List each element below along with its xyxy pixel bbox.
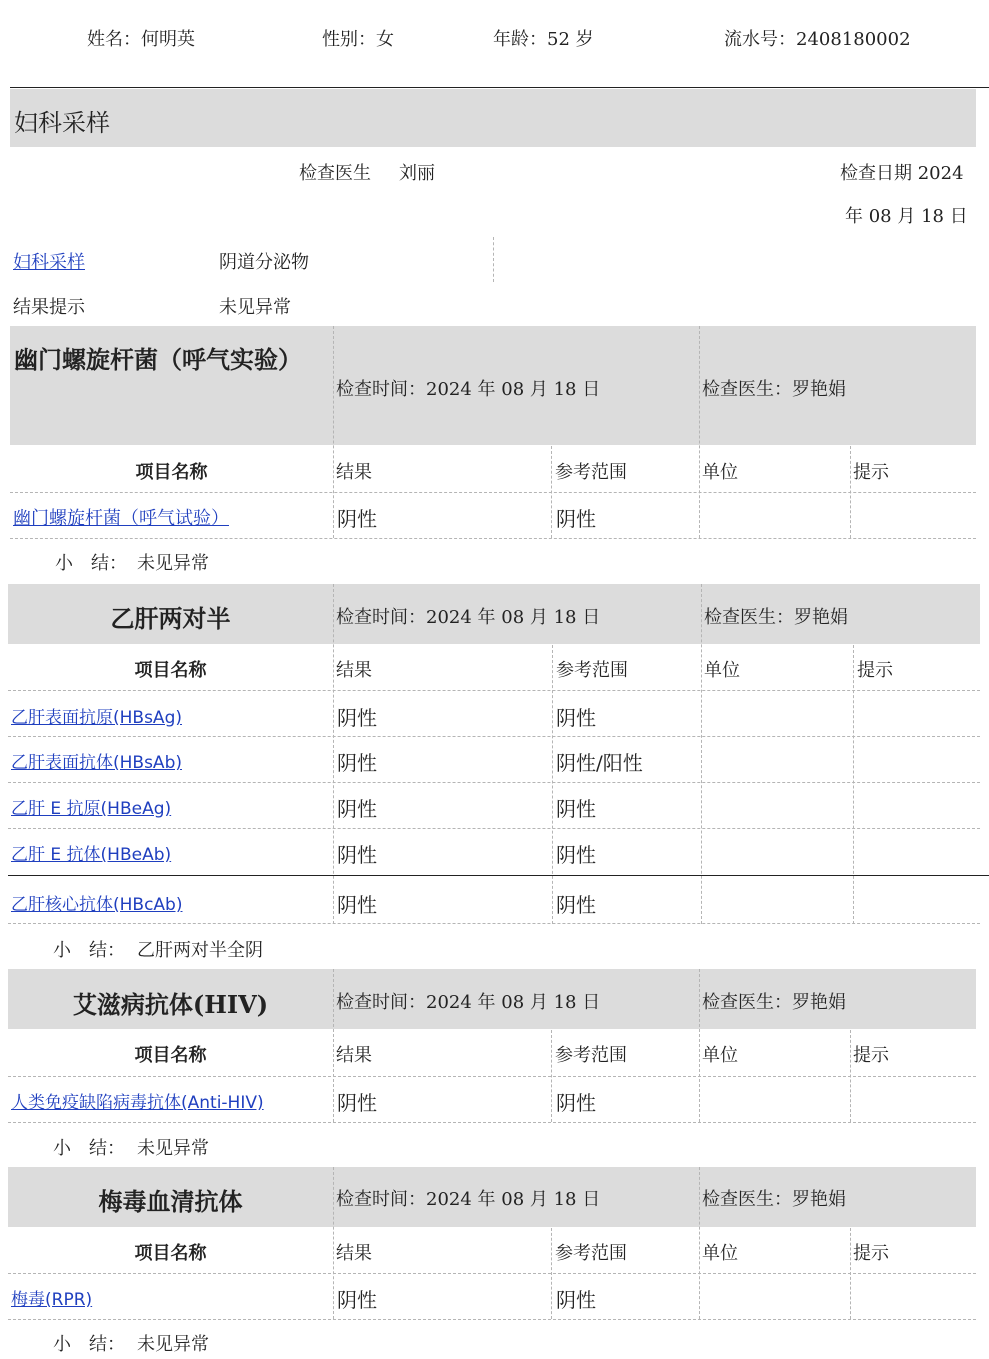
table-row-range: 阴性 — [556, 893, 596, 917]
col-header-name: 项目名称 — [134, 1243, 207, 1264]
col-header-range: 参考范围 — [555, 1045, 627, 1066]
gyn-date-value: 年 08 月 18 日 — [845, 206, 968, 227]
gyn-result-label: 结果提示 — [13, 297, 85, 318]
row-divider — [8, 923, 980, 924]
row-divider — [8, 736, 980, 737]
table-row-range: 阴性 — [556, 1091, 596, 1115]
table-row-range: 阴性 — [556, 797, 596, 821]
row-divider — [10, 492, 976, 493]
gyn-divider — [493, 237, 494, 282]
col-header-hint: 提示 — [853, 1045, 889, 1066]
table-row-result: 阴性 — [337, 797, 377, 821]
section-time: 检查时间：2024 年 08 月 18 日 — [336, 379, 601, 400]
row-divider — [8, 828, 980, 829]
section-title: 梅毒血清抗体 — [98, 1187, 243, 1216]
summary-value: 乙肝两对半全阴 — [137, 940, 263, 961]
table-row-range: 阴性 — [556, 706, 596, 730]
serial-number: 流水号：2408180002 — [724, 29, 911, 50]
table-row-name[interactable]: 乙肝 E 抗体(HBeAb) — [11, 845, 172, 865]
col-header-result: 结果 — [336, 462, 372, 483]
col-divider — [701, 584, 702, 924]
col-divider — [333, 969, 334, 1122]
col-divider — [699, 969, 700, 1122]
patient-name: 姓名：何明英 — [87, 29, 195, 50]
table-row-name[interactable]: 乙肝表面抗体(HBsAb) — [11, 753, 182, 773]
row-divider — [8, 1319, 976, 1320]
col-header-unit: 单位 — [702, 1045, 738, 1066]
row-divider — [10, 538, 976, 539]
col-divider — [333, 1167, 334, 1319]
section-doctor: 检查医生：罗艳娟 — [702, 992, 846, 1013]
header-divider — [10, 87, 989, 88]
col-header-name: 项目名称 — [135, 462, 208, 483]
col-header-hint: 提示 — [853, 1243, 889, 1264]
row-divider — [8, 1273, 976, 1274]
table-row-name[interactable]: 乙肝核心抗体(HBcAb) — [11, 895, 183, 915]
row-divider — [8, 1076, 976, 1077]
col-divider — [333, 326, 334, 538]
patient-gender: 性别：女 — [322, 29, 394, 50]
table-row-range: 阴性 — [556, 507, 596, 531]
col-header-result: 结果 — [336, 1045, 372, 1066]
section-title: 幽门螺旋杆菌（呼气实验） — [14, 345, 302, 374]
gyn-section-title: 妇科采样 — [14, 109, 110, 137]
summary-label: 小 结： — [53, 1334, 125, 1355]
section-doctor: 检查医生：罗艳娟 — [702, 379, 846, 400]
table-row-name[interactable]: 乙肝表面抗原(HBsAg) — [11, 708, 182, 728]
col-divider — [333, 584, 334, 924]
row-divider — [8, 690, 980, 691]
summary-value: 未见异常 — [137, 1138, 209, 1159]
col-header-range: 参考范围 — [556, 660, 628, 681]
patient-age: 年龄：52 岁 — [493, 29, 594, 50]
gyn-section-header — [10, 89, 976, 147]
table-row-name[interactable]: 乙肝 E 抗原(HBeAg) — [11, 799, 172, 819]
table-row-result: 阴性 — [337, 507, 377, 531]
table-row-result: 阴性 — [337, 706, 377, 730]
col-divider — [699, 1167, 700, 1319]
col-header-hint: 提示 — [853, 462, 889, 483]
table-row-range: 阴性 — [556, 1288, 596, 1312]
col-header-result: 结果 — [336, 660, 372, 681]
gyn-doctor-name: 刘丽 — [399, 163, 435, 184]
section-title: 乙肝两对半 — [110, 604, 231, 633]
summary-label: 小 结： — [53, 940, 125, 961]
row-divider — [8, 1122, 976, 1123]
table-row-name[interactable]: 梅毒(RPR) — [11, 1290, 93, 1310]
table-row-name[interactable]: 人类免疫缺陷病毒抗体(Anti-HIV) — [11, 1093, 264, 1113]
col-header-unit: 单位 — [702, 1243, 738, 1264]
col-divider — [853, 645, 854, 924]
col-header-unit: 单位 — [704, 660, 740, 681]
table-row-range: 阴性 — [556, 843, 596, 867]
col-header-range: 参考范围 — [555, 1243, 627, 1264]
table-row-result: 阴性 — [337, 843, 377, 867]
row-divider — [8, 782, 980, 783]
table-row-name[interactable]: 幽门螺旋杆菌（呼气试验） — [13, 508, 229, 529]
summary-label: 小 结： — [53, 1138, 125, 1159]
gyn-date-label: 检查日期 2024 — [840, 163, 964, 184]
col-header-name: 项目名称 — [134, 1045, 207, 1066]
page-break-line — [8, 875, 989, 876]
section-time: 检查时间：2024 年 08 月 18 日 — [336, 1189, 601, 1210]
summary-value: 未见异常 — [137, 1334, 209, 1355]
section-title: 艾滋病抗体(HIV) — [72, 990, 269, 1019]
col-divider — [552, 645, 553, 924]
table-row-range: 阴性/阳性 — [556, 751, 643, 775]
section-time: 检查时间：2024 年 08 月 18 日 — [336, 607, 601, 628]
section-time: 检查时间：2024 年 08 月 18 日 — [336, 992, 601, 1013]
col-divider — [699, 326, 700, 538]
summary-value: 未见异常 — [137, 553, 209, 574]
section-doctor: 检查医生：罗艳娟 — [702, 1189, 846, 1210]
gyn-result-value: 未见异常 — [219, 297, 291, 318]
col-header-result: 结果 — [336, 1243, 372, 1264]
col-header-name: 项目名称 — [134, 660, 207, 681]
table-row-result: 阴性 — [337, 1091, 377, 1115]
col-header-hint: 提示 — [857, 660, 893, 681]
gyn-item-link[interactable]: 妇科采样 — [13, 252, 85, 273]
col-header-range: 参考范围 — [555, 462, 627, 483]
gyn-doctor-label: 检查医生 — [299, 163, 371, 184]
table-row-result: 阴性 — [337, 893, 377, 917]
col-header-unit: 单位 — [702, 462, 738, 483]
summary-label: 小 结： — [55, 553, 127, 574]
table-row-result: 阴性 — [337, 751, 377, 775]
gyn-item-value: 阴道分泌物 — [219, 252, 309, 273]
section-doctor: 检查医生：罗艳娟 — [704, 607, 848, 628]
table-row-result: 阴性 — [337, 1288, 377, 1312]
